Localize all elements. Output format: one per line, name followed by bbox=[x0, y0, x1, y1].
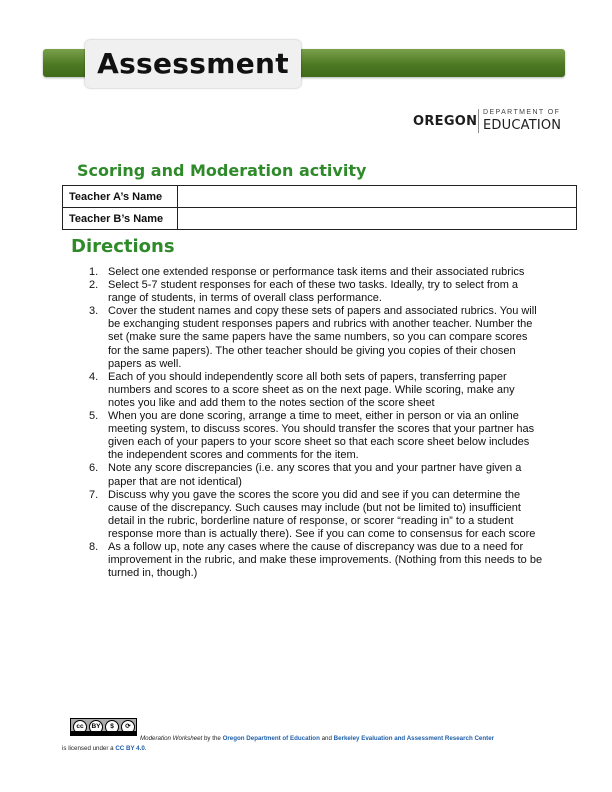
teacher-b-name-cell[interactable] bbox=[178, 208, 577, 230]
step-number: 3. bbox=[89, 305, 99, 318]
step-text: As a follow up, note any cases where the cause of discrepancy was due to a need for improvement in the rubric, and make these improvements. (Nothing from this needs to be turned in, though.) bbox=[108, 540, 543, 580]
noncommercial-icon: $ bbox=[105, 720, 119, 734]
period-text: . bbox=[144, 745, 147, 752]
work-title: Moderation Worksheet bbox=[140, 735, 203, 742]
logo-education-text: EDUCATION bbox=[483, 118, 562, 133]
teacher-names-table bbox=[62, 185, 577, 230]
step-text: Each of you should independently score all both sets of papers, transferring paper numbers and scores to a score sheet as on the next page. While scoring, make any notes you like and add them to the notes section of the score sheet bbox=[108, 370, 515, 409]
page-title: Assessment bbox=[97, 47, 289, 80]
list-item bbox=[89, 305, 543, 370]
license-link[interactable]: CC BY 4.0 bbox=[115, 745, 145, 752]
attribution-icon: BY bbox=[89, 720, 103, 734]
step-text: Select 5-7 student responses for each of these two tasks. Ideally, try to select from a range of students, in terms of overall class performance. bbox=[108, 279, 519, 305]
teacher-a-name-field[interactable] bbox=[178, 186, 580, 207]
table-row bbox=[63, 186, 577, 208]
section-title: Scoring and Moderation activity bbox=[77, 161, 367, 180]
oregon-education-logo bbox=[413, 109, 568, 133]
licensed-text: is licensed under a bbox=[62, 745, 114, 752]
teacher-a-name-cell[interactable] bbox=[178, 186, 577, 208]
table-row bbox=[63, 208, 577, 230]
cc-license-badge[interactable] bbox=[70, 718, 137, 736]
list-item bbox=[89, 370, 543, 410]
badge-strip bbox=[71, 731, 136, 735]
directions-heading: Directions bbox=[71, 236, 175, 257]
list-item bbox=[89, 488, 543, 541]
step-number: 1. bbox=[89, 266, 99, 278]
logo-department-text: DEPARTMENT OF bbox=[483, 109, 561, 116]
step-text: Note any score discrepancies (i.e. any scores that you and your partner have given a paper that are not identical) bbox=[108, 462, 522, 488]
step-number: 5. bbox=[89, 410, 99, 423]
logo-oregon-text: OREGON bbox=[413, 114, 478, 129]
and-text: and bbox=[321, 735, 332, 742]
step-number: 2. bbox=[89, 279, 99, 292]
step-number: 7. bbox=[89, 488, 99, 501]
teacher-b-name-field[interactable] bbox=[178, 208, 580, 229]
list-item bbox=[89, 462, 543, 488]
list-item bbox=[89, 279, 543, 305]
org-ode-link[interactable]: Oregon Department of Education bbox=[222, 735, 320, 742]
header-title-box bbox=[85, 40, 301, 88]
footer-attribution-line bbox=[140, 735, 494, 742]
list-item bbox=[89, 266, 543, 279]
footer-license-line bbox=[62, 745, 147, 752]
step-number: 6. bbox=[89, 462, 99, 475]
directions-list bbox=[89, 266, 543, 580]
by-the-text: by the bbox=[203, 735, 221, 742]
logo-divider bbox=[478, 109, 479, 133]
step-text: Cover the student names and copy these sets of papers and associated rubrics. You will be exchanging student responses papers and rubrics with another teacher. Number the set (make sure the same papers have the same numbers, so you can compare scores for the same papers). The other teacher should be giving you copies of their chosen papers as well. bbox=[108, 305, 537, 370]
teacher-a-label: Teacher A’s Name bbox=[63, 186, 178, 208]
step-number: 4. bbox=[89, 370, 99, 383]
org-bear-link[interactable]: Berkeley Evaluation and Assessment Research Center bbox=[333, 735, 495, 742]
sharealike-icon: ⟳ bbox=[121, 720, 135, 734]
teacher-b-label: Teacher B’s Name bbox=[63, 208, 178, 230]
cc-icon: cc bbox=[73, 720, 87, 734]
step-text: When you are done scoring, arrange a time to meet, either in person or via an online meeting system, to discuss scores. You should transfer the scores that your partner has given each of your papers to your score sheet so that each score sheet below includes the independent scores and comments for the item. bbox=[108, 410, 535, 462]
step-number: 8. bbox=[89, 540, 99, 553]
list-item bbox=[89, 540, 543, 580]
step-text: Select one extended response or performance task items and their associated rubrics bbox=[108, 266, 525, 278]
list-item bbox=[89, 410, 543, 462]
step-text: Discuss why you gave the scores the score you did and see if you can determine the cause of the discrepancy. Such causes may include (but not be limited to) insufficient detail in the rubric, borderline nature of response, or scorer “reading in” to a student response more than is actually there). See if you can come to consensus for each score bbox=[108, 488, 536, 540]
